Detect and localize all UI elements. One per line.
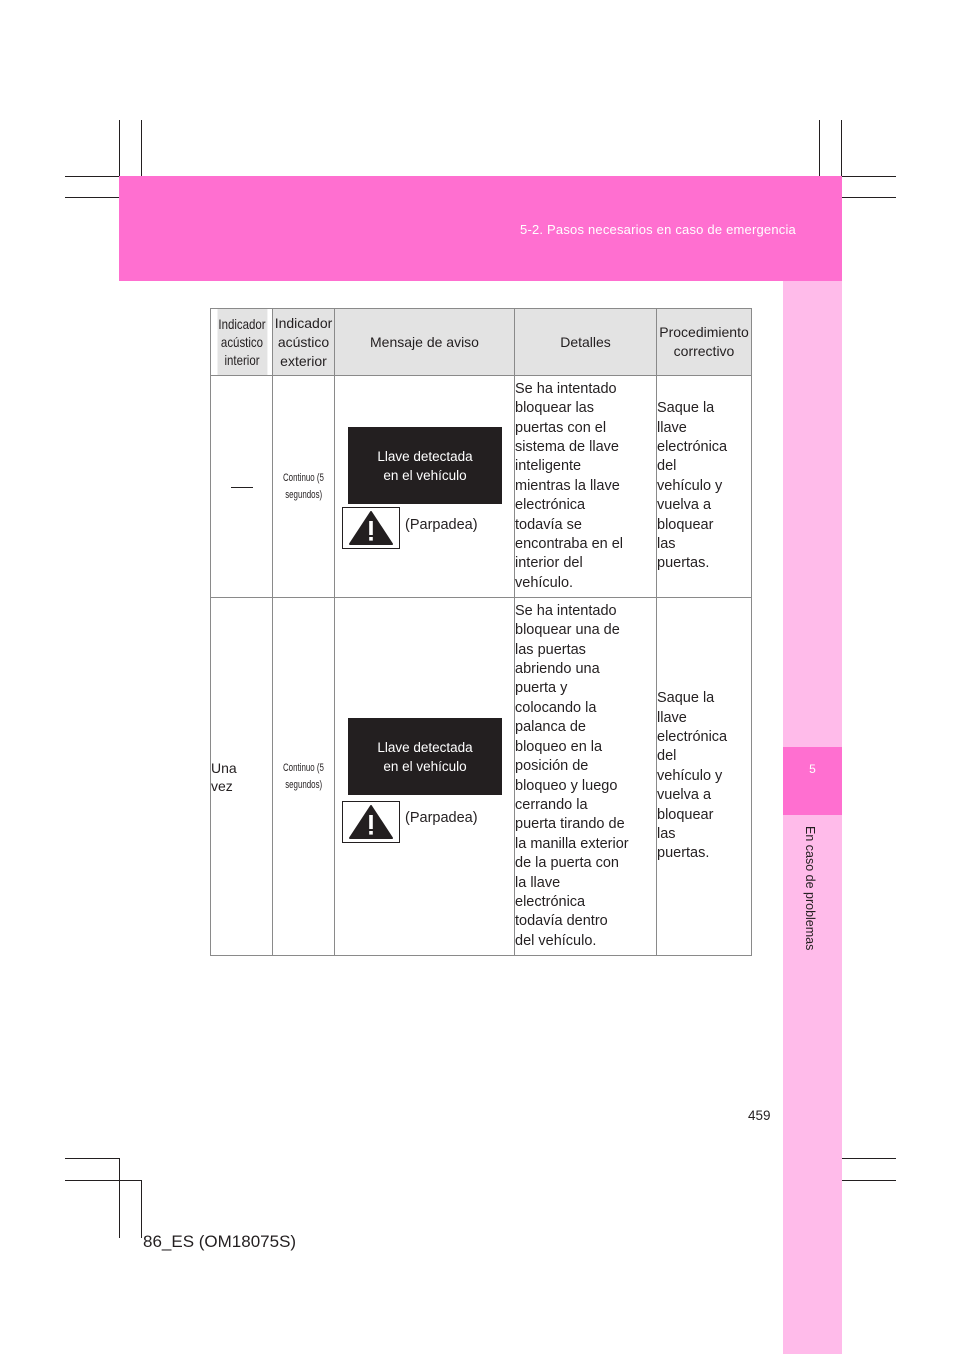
crop-mark [842,1158,896,1159]
crop-mark [141,1180,142,1238]
crop-mark [65,197,119,198]
screen-text: Llave detectada [377,448,473,464]
crop-mark [819,120,820,176]
display-screen [348,427,502,504]
page-number: 459 [748,1108,771,1123]
procedure-cell: Saque la llave electrónica del vehículo y vuelva a bloquear las puertas. [657,376,752,598]
blink-label: (Parpadea) [405,810,478,826]
table-row [211,376,752,598]
section-header [119,176,842,281]
screen-text: Llave detectada [377,739,473,755]
section-title: 5-2. Pasos necesarios en caso de emergencia [520,222,796,237]
warning-message-cell [335,376,515,598]
table-header-row [211,309,752,376]
screen-text: en el vehículo [383,467,467,483]
chapter-number: 5 [809,762,816,776]
warning-triangle-icon [342,507,400,549]
header-details: Detalles [515,309,657,376]
exterior-buzzer-cell: Continuo (5 segundos) [273,376,335,598]
details-cell: Se ha intentado bloquear las puertas con el sistema de llave inteligente mientras la llave electrónica todavía se encontraba en el interior del vehículo. [515,376,657,598]
header-procedure: Procedimiento correctivo [657,309,752,376]
chapter-tab [783,281,842,1354]
crop-mark [841,120,842,176]
table-row [211,598,752,956]
crop-mark [141,120,142,176]
crop-mark [65,176,119,177]
chapter-label: En caso de problemas [803,826,817,951]
screen-text: en el vehículo [383,758,467,774]
crop-mark [65,1158,119,1159]
interior-buzzer-cell: Una vez [211,598,273,956]
warning-message-cell [335,598,515,956]
header-warning-message: Mensaje de aviso [335,309,515,376]
details-cell: Se ha intentado bloquear una de las puertas abriendo una puerta y colocando la palanca de bloqueo en la posición de bloqueo y luego cerrando la puerta tirando de la manilla exterior de la puerta con la llave electrónica todavía dentro del vehículo. [515,598,657,956]
header-exterior-buzzer: Indicador acústico exterior [273,309,335,376]
display-screen [348,718,502,795]
warning-triangle-icon [342,801,400,843]
interior-buzzer-cell [211,376,273,598]
crop-mark [842,197,896,198]
blink-label: (Parpadea) [405,517,478,533]
crop-mark [65,1180,141,1181]
procedure-cell: Saque la llave electrónica del vehículo y vuelva a bloquear las puertas. [657,598,752,956]
exterior-buzzer-cell: Continuo (5 segundos) [273,598,335,956]
crop-mark [119,120,120,176]
dash-mark [231,487,253,488]
crop-mark [842,176,896,177]
header-interior-buzzer: Indicador acústico interior [216,309,267,376]
warning-table [210,308,752,956]
document-code: 86_ES (OM18075S) [143,1232,297,1251]
crop-mark [119,1158,120,1238]
chapter-number-band [783,747,842,815]
